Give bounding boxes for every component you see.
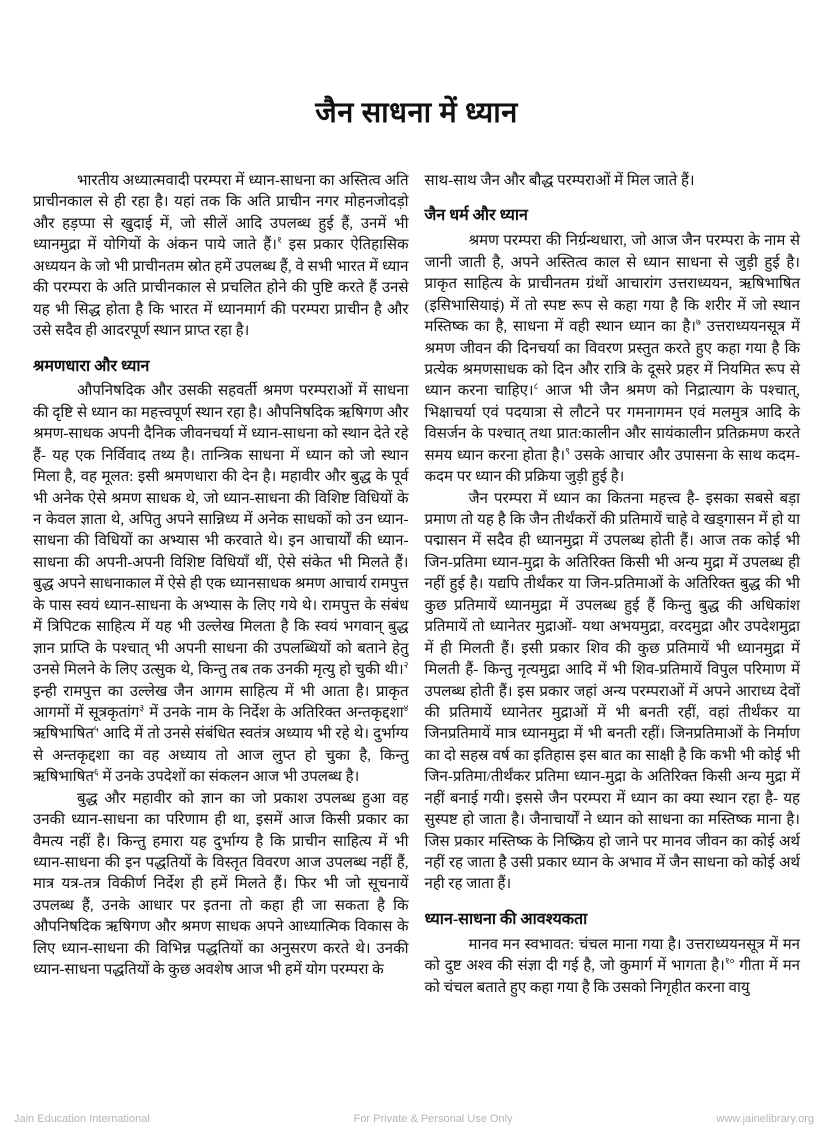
footnote-marker: ९	[565, 446, 570, 457]
paragraph-manav-man: मानव मन स्वभावत: चंचल माना गया है। उत्तराध्ययनसूत्र में मन को दुष्ट अश्व की संज्ञा दी गई है, जो कुमार्ग में भागता है।$^{१०}$ गीता में मन को चंचल बताते हुए कहा गया है कि उसको निगृहीत करना वायु	[424, 936, 801, 996]
footnote-marker: २	[403, 661, 409, 672]
paragraph-buddha-mahavir: बुद्ध और महावीर को ज्ञान का जो प्रकाश उपलब्ध हुआ वह उनकी ध्यान-साधना का परिणाम ही था, इसमें आज किसी प्रकार का वैमत्य नहीं है। किन्तु हमारा यह दुर्भाग्य है कि प्राचीन साहित्य में भी ध्यान-साधना की इन पद्धतियों के विस्तृत विवरण आज उपलब्ध नहीं हैं, मात्र यत्र-तत्र विकीर्ण निर्देश ही हमें मिलते हैं। फिर भी जो सूचनायें उपलब्ध हैं, उनके आधार पर इतना तो कहा ही जा सकता है कि औपनिषदिक ऋषिगण और श्रमण साधक अपने आध्यात्मिक विकास के लिए ध्यान-साधना की विभिन्न पद्धतियों का अनुसरण करते थे। उनकी ध्यान-साधना पद्धतियों के कुछ अवशेष आज भी हमें योग परम्परा के	[33, 790, 409, 979]
two-column-layout	[33, 171, 800, 999]
paragraph-continuation: साथ-साथ जैन और बौद्ध परम्पराओं में मिल जाते हैं।	[424, 173, 695, 189]
left-column	[33, 171, 409, 999]
page-title: जैन साधना में ध्यान	[315, 97, 518, 129]
right-column	[425, 171, 801, 999]
paragraph-jina-pratima: जैन परम्परा में ध्यान का कितना महत्त्व है- इसका सबसे बड़ा प्रमाण तो यह है कि जैन तीर्थंकरों की प्रतिमायें चाहे वे खड्गासन में हो या पद्मासन में सदैव ही ध्यानमुद्रा में उपलब्ध होती हैं। आज तक कोई भी जिन-प्रतिमा ध्यान-मुद्रा के अतिरिक्त किसी भी अन्य मुद्रा में उपलब्ध ही नहीं हुई है। यद्यपि तीर्थंकर या जिन-प्रतिमाओं के अतिरिक्त बुद्ध की भी कुछ प्रतिमायें ध्यानमुद्रा में उपलब्ध हुई हैं किन्तु बुद्ध की अधिकांश प्रतिमायें तो ध्यानेतर मुद्राओं- यथा अभयमुद्रा, वरदमुद्रा और उपदेशमुद्रा में ही मिलती हैं। इसी प्रकार शिव की कुछ प्रतिमायें भी ध्यानमुद्रा में मिलती हैं- किन्तु नृत्यमुद्रा आदि में भी शिव-प्रतिमायें विपुल परिमाण में उपलब्ध होती हैं। इस प्रकार जहां अन्य परम्पराओं में अपने आराध्य देवों की प्रतिमायें ध्यानेतर मुद्राओं में भी बनती रहीं, वहां तीर्थंकर या जिनप्रतिमायें मात्र ध्यानमुद्रा में भी बनती रहीं। जिनप्रतिमाओं के निर्माण का दो सहस्र वर्ष का इतिहास इस बात का साक्षी है कि कभी भी कोई भी जिन-प्रतिमा/तीर्थंकर प्रतिमा ध्यान-मुद्रा के अतिरिक्त किसी अन्य मुद्रा में नहीं बनाई गयी। इससे जैन परम्परा में ध्यान का क्या स्थान रहा है- यह सुस्पष्ट हो जाता है। जैनाचार्यों ने ध्यान को साधना का मस्तिष्क माना है। जिस प्रकार मस्तिष्क के निष्क्रिय हो जाने पर मानव जीवन का कोई अर्थ नहीं रह जाता है उसी प्रकार ध्यान के अभाव में जैन साधना को कोई अर्थ नही रह जाता हैं।	[424, 490, 800, 893]
paragraph-shraman-parampara: श्रमण परम्परा की निर्ग्रन्थधारा, जो आज जैन परम्परा के नाम से जानी जाती है, अपने अस्तित्व काल से ध्यान साधना से जुड़ी हुई है। प्राकृत साहित्य के प्राचीनतम ग्रंथों आचारांग उत्तराध्ययन, ऋषिभाषित (इसिभासियाइं) में तो स्पष्ट रूप से कहा गया है कि शरीर में जो स्थान मस्तिष्क का है, साधना में वही स्थान ध्यान का है।$^७$ उत्तराध्ययनसूत्र में श्रमण जीवन की दिनचर्या का विवरण प्रस्तुत करते हुए कहा गया है कि प्रत्येक श्रमणसाधक को दिन और रात्रि के दूसरे प्रहर में नियमित रूप से ध्यान करना चाहिए।$^८$ आज भी जैन श्रमण को निद्रात्याग के पश्चात्, भिक्षाचर्या एवं पदयात्रा से लौटने पर गमनागमन एवं मलमुत्र आदि के विसर्जन के पश्चात् तथा प्रात:कालीन और सायंकालीन प्रतिक्रमण करते समय ध्यान करना होता है।$^९$ उसके आचार और उपासना के साथ कदम-कदम पर ध्यान की प्रक्रिया जुड़ी हुई है।	[424, 233, 800, 486]
page-footer	[0, 1113, 828, 1125]
footer-publisher: Jain Education International	[14, 1113, 150, 1125]
paragraph-shramandhara: औपनिषदिक और उसकी सहवर्ती श्रमण परम्पराओं में साधना की दृष्टि से ध्यान का महत्त्वपूर्ण स्थान रहा है। औपनिषदिक ऋषिगण और श्रमण-साधक अपनी दैनिक जीवनचर्या में ध्यान-साधना को स्थान देते रहे हैं- यह एक निर्विवाद तथ्य है। तान्त्रिक साधना में ध्यान को जो स्थान मिला है, वह मूलत: इसी श्रमणधारा की देन है। महावीर और बुद्ध के पूर्व भी अनेक ऐसे श्रमण साधक थे, जो ध्यान-साधना की विशिष्ट विधियों के न केवल ज्ञाता थे, अपितु अपने सान्निध्य में अनेक साधकों को उन ध्यान-साधना की विधियों का अभ्यास भी करवाते थे। इन आचार्यों की ध्यान-साधना की अपनी-अपनी विशिष्ट विधियाँ थीं, ऐसे संकेत भी मिलते हैं। बुद्ध अपने साधनाकाल में ऐसे ही एक ध्यानसाधक श्रमण आचार्य रामपुत्त के पास स्वयं ध्यान-साधना के अभ्यास के लिए गये थे। रामपुत्त के संबंध में त्रिपिटक साहित्य में यह भी उल्लेख मिलता है कि स्वयं भगवान् बुद्ध ज्ञान प्राप्ति के पश्चात् भी अपनी साधना की उपलब्धियों को बताने हेतु उनसे मिलने के लिए उत्सुक थे, किन्तु तब तक उनकी मृत्यु हो चुकी थी।$^२$ इन्ही रामपुत्त का उल्लेख जैन आगम साहित्य में भी आता है। प्राकृत आगमों में सूत्रकृतांग$^३$ में उनके नाम के निर्देश के अतिरिक्त अन्तकृद्दशा$^४$ ऋषिभाषित$^५$ आदि में तो उनसे संबंधित स्वतंत्र अध्याय भी रहे थे। दुर्भाग्य से अन्तकृद्दशा का वह अध्याय तो आज लुप्त हो चुका है, किन्तु ऋषिभाषित$^६$ में उनके उपदेशों का संकलन आज भी उपलब्ध है।	[33, 383, 409, 786]
footer-website: www.jainelibrary.org	[716, 1113, 814, 1125]
footnote-marker: ७	[696, 318, 701, 329]
section-heading-dhyan-sadhana: ध्यान-साधना की आवश्यकता	[424, 910, 588, 928]
footnote-marker: ४	[403, 703, 409, 714]
paragraph-intro: भारतीय अध्यात्मवादी परम्परा में ध्यान-साधना का अस्तित्व अति प्राचीनकाल से ही रहा है। यहां तक कि अति प्राचीन नगर मोहनजोदड़ो और हड़प्पा से खुदाई में, जो सीलें आदि उपलब्ध हुई हैं, उनमें भी ध्यानमुद्रा में योगियों के अंकन पाये जाते हैं।$^१$ इस प्रकार ऐतिहासिक अध्ययन के जो भी प्राचीनतम स्रोत हमें उपलब्ध हैं, वे सभी भारत में ध्यान की परम्परा के अति प्राचीनकाल से प्रचलित होने की पुष्टि करते हैं उनसे यह भी सिद्ध होता है कि भारत में ध्यानमार्ग की परम्परा प्राचीन है और उसे सदैव ही आदरपूर्ण स्थान प्राप्त रहा है।	[33, 173, 409, 340]
footnote-marker: ३	[139, 703, 145, 714]
footnote-marker: १	[276, 236, 282, 247]
footnote-marker: १०	[724, 957, 735, 968]
section-heading-shramandhara: श्रमणधारा और ध्यान	[33, 357, 150, 375]
section-heading-jain-dharma: जैन धर्म और ध्यान	[424, 207, 528, 225]
footer-usage-note: For Private & Personal Use Only	[353, 1113, 513, 1125]
footnote-marker: ५	[93, 725, 99, 736]
footnote-marker: ६	[93, 768, 99, 779]
footnote-marker: ८	[533, 382, 539, 393]
